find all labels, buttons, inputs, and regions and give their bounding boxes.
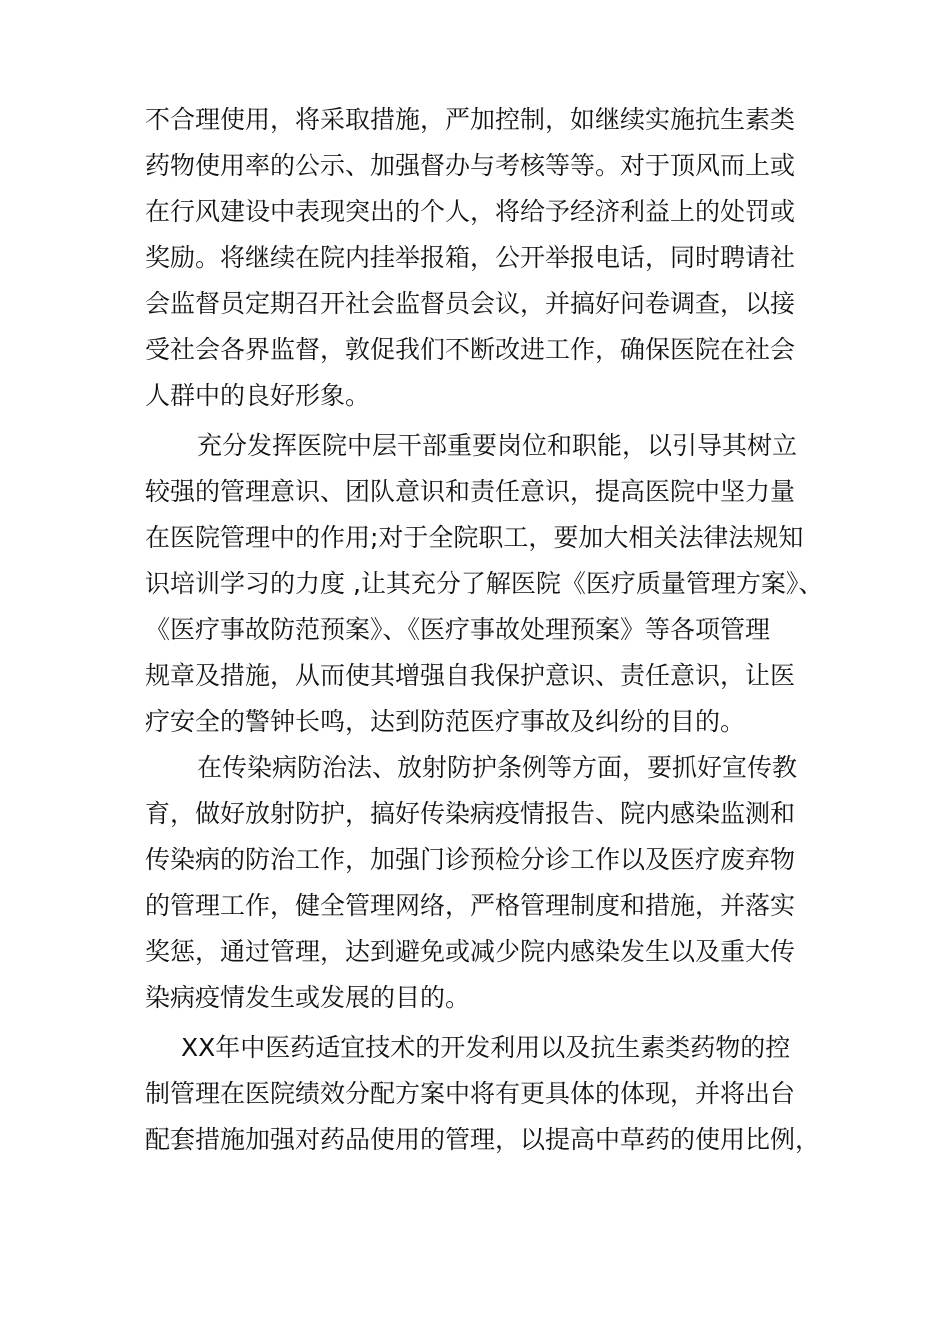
text-line: 受社会各界监督，敦促我们不断改进工作，确保医院在社会 <box>145 335 796 364</box>
paragraph-1 <box>145 97 825 419</box>
paragraph-4 <box>145 1025 825 1163</box>
text-line: 的管理工作，健全管理网络，严格管理制度和措施，并落实 <box>145 891 796 920</box>
text-line: 《医疗事故防范预案》、《医疗事故处理预案》等各项管理 <box>145 615 771 644</box>
text-line: 奖惩，通过管理，达到避免或减少院内感染发生以及重大传 <box>145 937 796 966</box>
text-line: 药物使用率的公示、加强督办与考核等等。对于顶风而上或 <box>145 151 796 180</box>
text-line: 会监督员定期召开社会监督员会议，并搞好问卷调查，以接 <box>145 289 796 318</box>
text-line: 在医院管理中的作用;对于全院职工，要加大相关法律法规知 <box>145 523 804 552</box>
text-line: 识培训学习的力度 ,让其充分了解医院《医疗质量管理方案》、 <box>145 569 824 598</box>
text-line: 配套措施加强对药品使用的管理，以提高中草药的使用比例， <box>145 1125 821 1154</box>
text-line: 不合理使用，将采取措施，严加控制，如继续实施抗生素类 <box>145 105 796 134</box>
text-line: 染病疫情发生或发展的目的。 <box>145 983 471 1012</box>
document-body <box>145 97 825 1163</box>
text-line: 疗安全的警钟长鸣，达到防范医疗事故及纠纷的目的。 <box>145 707 746 736</box>
text-line: XX年中医药适宜技术的开发利用以及抗生素类药物的控 <box>181 1033 791 1062</box>
text-line: 在传染病防治法、放射防护条例等方面，要抓好宣传教 <box>197 753 798 782</box>
text-line: 制管理在医院绩效分配方案中将有更具体的体现，并将出台 <box>145 1079 796 1108</box>
text-line: 人群中的良好形象。 <box>145 381 371 410</box>
paragraph-2 <box>145 423 825 745</box>
text-line: 规章及措施，从而使其增强自我保护意识、责任意识，让医 <box>145 661 796 690</box>
text-line: 传染病的防治工作，加强门诊预检分诊工作以及医疗废弃物 <box>145 845 796 874</box>
paragraph-3 <box>145 745 825 1021</box>
text-line: 较强的管理意识、团队意识和责任意识，提高医院中坚力量 <box>145 477 796 506</box>
text-line: 充分发挥医院中层干部重要岗位和职能，以引导其树立 <box>197 431 798 460</box>
text-line: 奖励。将继续在院内挂举报箱，公开举报电话，同时聘请社 <box>145 243 796 272</box>
text-line: 在行风建设中表现突出的个人，将给予经济利益上的处罚或 <box>145 197 796 226</box>
text-line: 育，做好放射防护，搞好传染病疫情报告、院内感染监测和 <box>145 799 796 828</box>
